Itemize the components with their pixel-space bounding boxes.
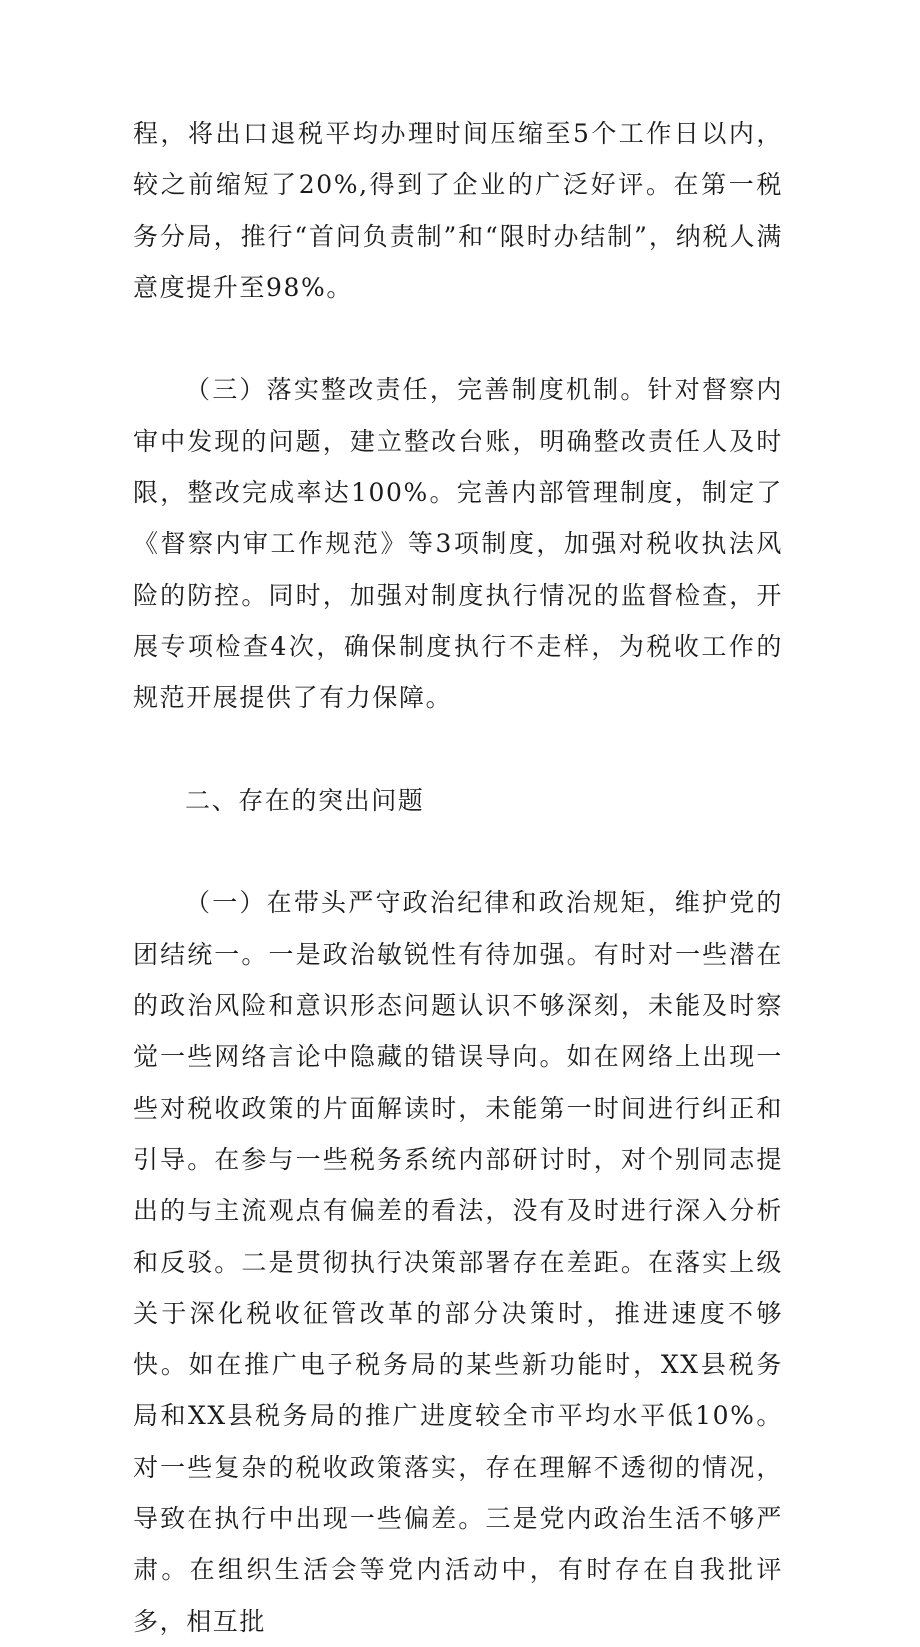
paragraph-continuation: 程，将出口退税平均办理时间压缩至5个工作日以内，较之前缩短了20%,得到了企业的广泛好评。在第一税务分局，推行“首问负责制”和“限时办结制”，纳税人满意度提升至98%。 (133, 119, 783, 302)
paragraph-rectification: （三）落实整改责任，完善制度机制。针对督察内审中发现的问题，建立整改台账，明确整改责任人及时限，整改完成率达100%。完善内部管理制度，制定了《督察内审工作规范》等3项制度，加强对税收执法风险的防控。同时，加强对制度执行情况的监督检查，开展专项检查4次，确保制度执行不走样，为税收工作的规范开展提供了有力保障。 (133, 375, 783, 713)
document-body (133, 108, 783, 1647)
paragraph-gap (133, 313, 783, 364)
paragraph-problems: （一）在带头严守政治纪律和政治规矩，维护党的团结统一。一是政治敏锐性有待加强。有时对一些潜在的政治风险和意识形态问题认识不够深刻，未能及时察觉一些网络言论中隐藏的错误导向。如在网络上出现一些对税收政策的片面解读时，未能第一时间进行纠正和引导。在参与一些税务系统内部研讨时，对个别同志提出的与主流观点有偏差的看法，没有及时进行深入分析和反驳。二是贯彻执行决策部署存在差距。在落实上级关于深化税收征管改革的部分决策时，推进速度不够快。如在推广电子税务局的某些新功能时，XX县税务局和XX县税务局的推广进度较全市平均水平低10%。对一些复杂的税收政策落实，存在理解不透彻的情况，导致在执行中出现一些偏差。三是党内政治生活不够严肃。在组织生活会等党内活动中，有时存在自我批评多，相互批 (133, 888, 783, 1636)
section-heading: 二、存在的突出问题 (185, 785, 425, 815)
paragraph-gap (133, 826, 783, 877)
paragraph-gap (133, 724, 783, 775)
